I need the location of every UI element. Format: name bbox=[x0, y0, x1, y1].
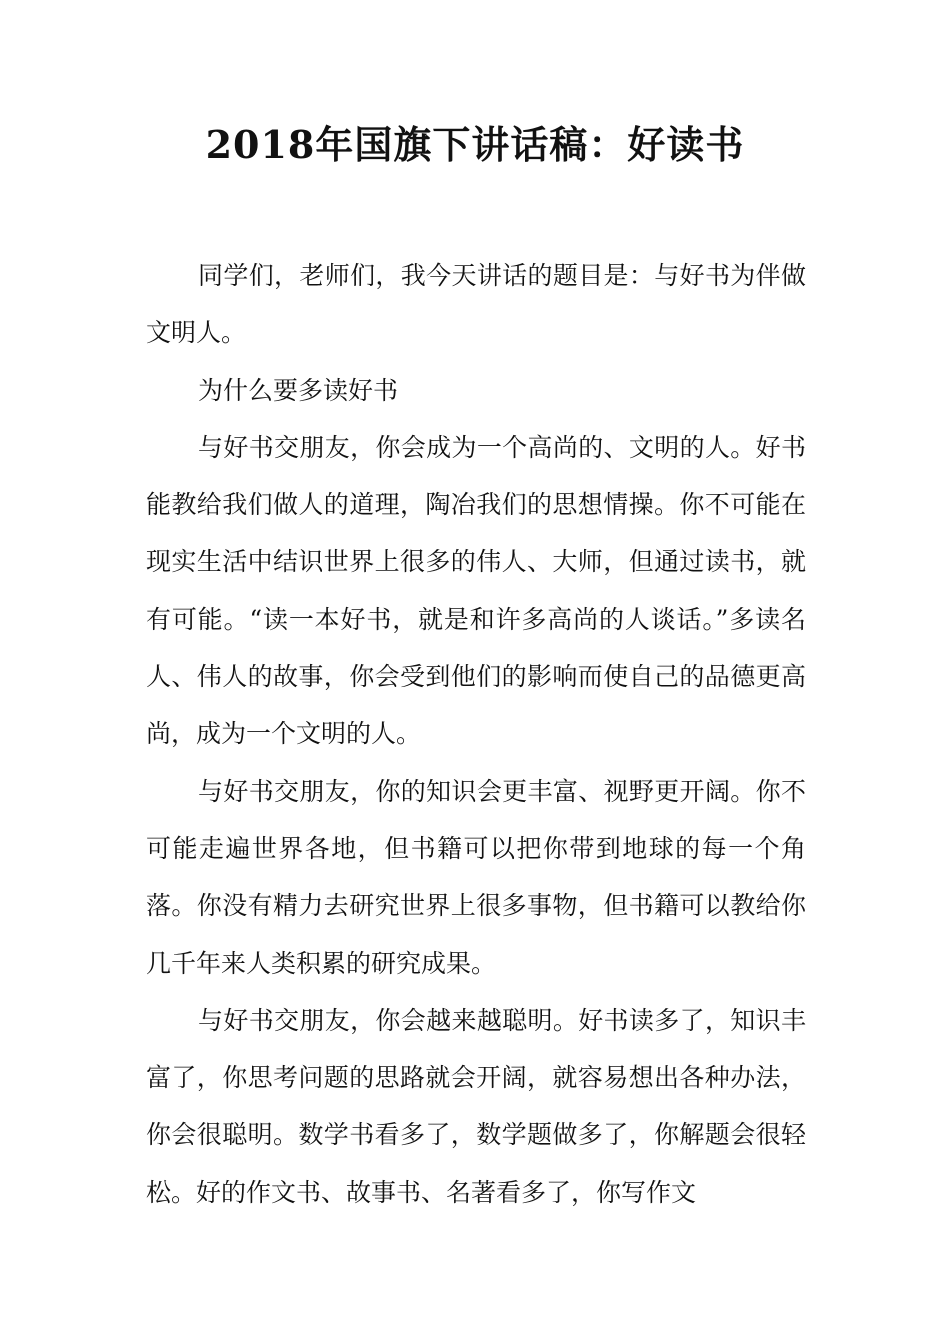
section-heading: 为什么要多读好书 bbox=[198, 375, 399, 405]
paragraph-noble-person: 与好书交朋友，你会成为一个高尚的、文明的人。好书能教给我们做人的道理，陶冶我们的思想情操。你不可能在现实生活中结识世界上很多的伟人、大师，但通过读书，就有可能。“读一本好书，就是和许多高尚的人谈话。”多读名人、伟人的故事，你会受到他们的影响而使自己的品德更高尚，成为一个文明的人。 bbox=[146, 432, 806, 749]
document-title: 2018年国旗下讲话稿：好读书 bbox=[205, 122, 745, 167]
paragraph-greeting: 同学们，老师们，我今天讲话的题目是：与好书为伴做文明人。 bbox=[146, 261, 806, 348]
document-body bbox=[146, 247, 806, 1221]
paragraph-smarter: 与好书交朋友，你会越来越聪明。好书读多了，知识丰富了，你思考问题的思路就会开阔，就容易想出各种办法，你会很聪明。数学书看多了，数学题做多了，你解题会很轻松。好的作文书、故事书、名著看多了，你写作文 bbox=[146, 1005, 806, 1207]
paragraph-knowledge: 与好书交朋友，你的知识会更丰富、视野更开阔。你不可能走遍世界各地，但书籍可以把你带到地球的每一个角落。你没有精力去研究世界上很多事物，但书籍可以教给你几千年来人类积累的研究成果。 bbox=[146, 776, 806, 978]
